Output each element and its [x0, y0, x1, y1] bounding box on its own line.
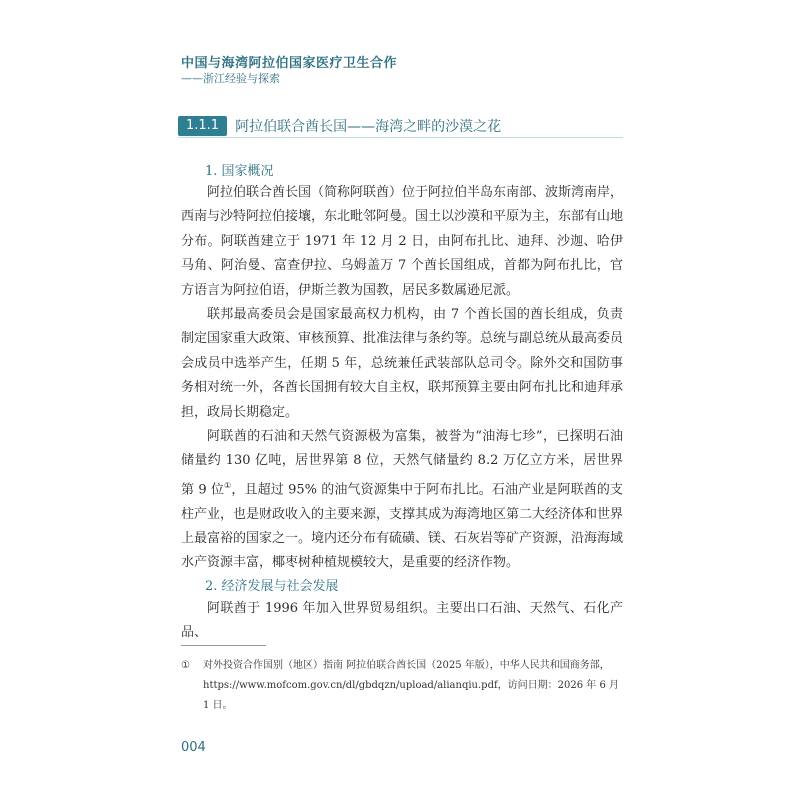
paragraph: 联邦最高委员会是国家最高权力机构，由 7 个酋长国的酋长组成，负责制定国家重大政策、审核预算、批准法律与条约等。总统与副总统从最高委员会成员中选举产生，任期 5 年，总统兼任武装部队总司令。除外交和国防事务相对统一外，各酋长国拥有较大自主权，联邦预算主要由阿布扎比和迪拜承担，政局长期稳定。: [181, 307, 624, 420]
subsection-heading-2: 2. 经济发展与社会发展: [205, 579, 339, 594]
footnote-reference[interactable]: ①: [224, 480, 232, 490]
section-number-badge: 1.1.1: [178, 116, 227, 136]
paragraph-text: 阿联酋的石油和天然气资源极为富集，被誉为“油海七珍”，已探明石油储量约 130 亿吨，居世界第 8 位，天然气储量约 8.2 万亿立方米，居世界第 9 位: [181, 429, 623, 498]
running-header-subtitle: ——浙江经验与探索: [181, 72, 280, 85]
section-title: 阿拉伯联合酋长国——海湾之畔的沙漠之花: [235, 119, 502, 135]
paragraph: [181, 425, 623, 576]
paragraph-text: ，且超过 95% 的油气资源集中于阿布扎比。石油产业是阿联酋的支柱产业，也是财政收入的主要来源，支撑其成为海湾地区第二大经济体和世界上最富裕的国家之一。境内还分布有硫磺、镁、石灰岩等矿产资源，沿海海域水产资源丰富，椰枣树种植规模较大，是重要的经济作物。: [181, 482, 624, 571]
page-number: 004: [181, 740, 206, 755]
running-header-title: 中国与海湾阿拉伯国家医疗卫生合作: [181, 56, 398, 71]
body-text-block-1: [181, 181, 623, 576]
subsection-heading-1: 1. 国家概况: [205, 164, 274, 179]
body-text-block-2: [181, 597, 623, 646]
paragraph: 阿联酋于 1996 年加入世界贸易组织。主要出口石油、天然气、石化产品、: [181, 601, 623, 641]
section-heading: [178, 115, 623, 138]
footnote: [181, 656, 623, 716]
paragraph: 阿拉伯联合酋长国（简称阿联酋）位于阿拉伯半岛东南部、波斯湾南岸，西南与沙特阿拉伯接壤，东北毗邻阿曼。国土以沙漠和平原为主，东部有山地分布。阿联酋建立于 1971 年 12 月 2 日，由阿布扎比、迪拜、沙迦、哈伊马角、阿治曼、富查伊拉、乌姆盖万 7 个酋长国组成，首都为阿布扎比，官方语言为阿拉伯语，伊斯兰教为国教，居民多数属逊尼派。: [181, 185, 624, 298]
footnote-mark: ①: [181, 660, 190, 671]
footnote-text: 对外投资合作国别（地区）指南 阿拉伯联合酋长国（2025 年版），中华人民共和国商务部，https://www.mofcom.gov.cn/dl/gbdqzn/upload/alianqiu.pdf，访问日期：2026 年 6 月 1 日。: [203, 660, 620, 711]
footnote-divider: [181, 645, 266, 646]
